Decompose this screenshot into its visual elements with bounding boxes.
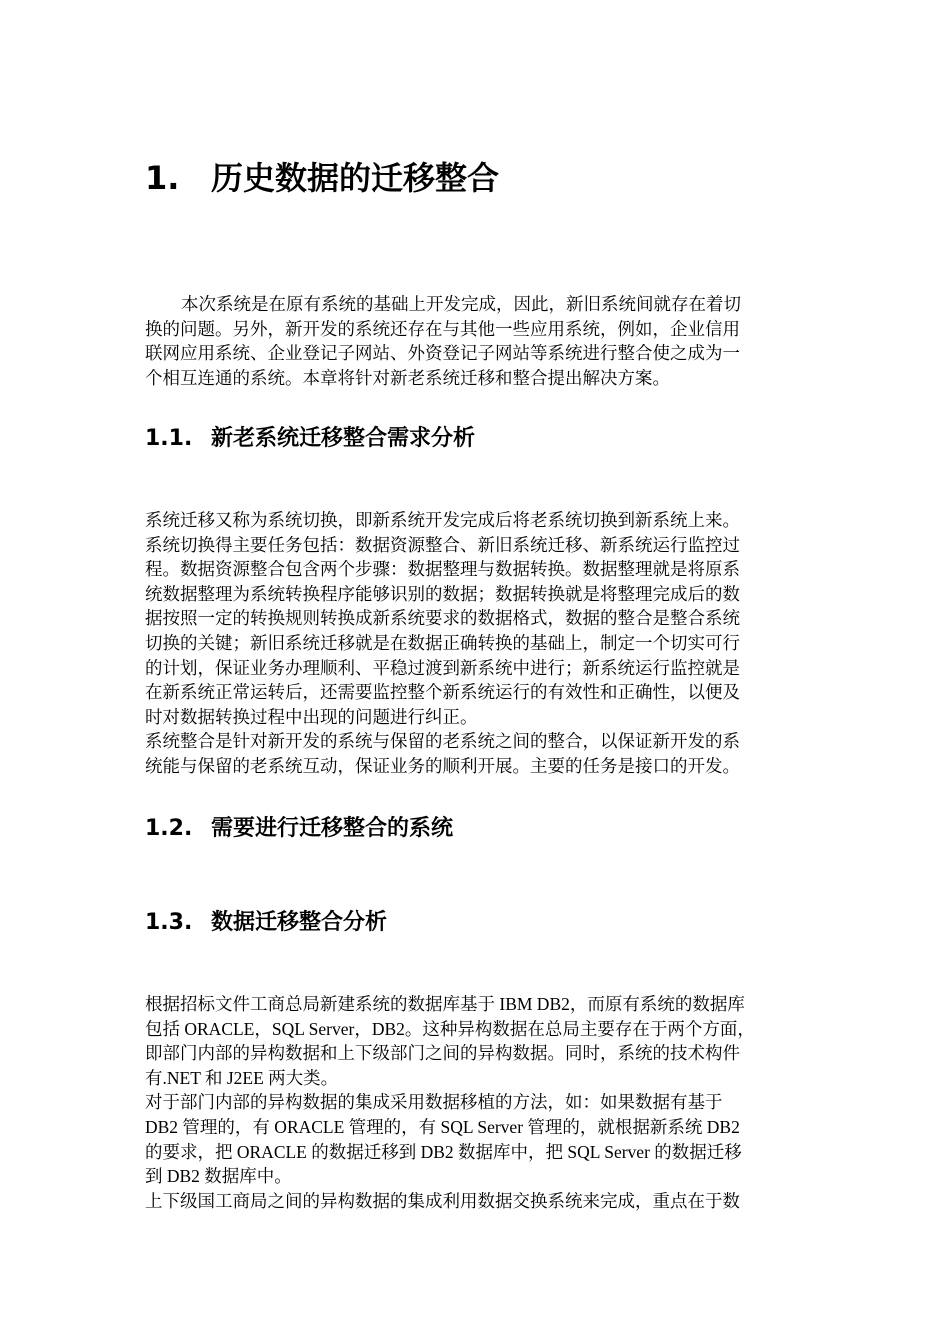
- section-title: 需要进行迁移整合的系统: [211, 816, 454, 841]
- text-line: 在新系统正常运转后，还需要监控整个新系统运行的有效性和正确性，以便及: [145, 682, 740, 703]
- text-line: 本次系统是在原有系统的基础上开发完成，因此，新旧系统间就存在着切: [181, 294, 741, 314]
- text-line: 的要求，把 ORACLE 的数据迁移到 DB2 数据库中，把 SQL Server 的数据迁移: [145, 1141, 742, 1162]
- text-line: 系统迁移又称为系统切换，即新系统开发完成后将老系统切换到新系统上来。: [145, 510, 740, 530]
- text-line: 切换的关键；新旧系统迁移就是在数据正确转换的基础上，制定一个切实可行: [145, 632, 740, 653]
- text-line: 系统整合是针对新开发的系统与保留的老系统之间的整合，以保证新开发的系: [145, 731, 740, 752]
- text-line: 根据招标文件工商总局新建系统的数据库基于 IBM DB2，而原有系统的数据库: [145, 994, 745, 1014]
- section-title: 数据迁移整合分析: [211, 910, 388, 935]
- section-heading-1-2: [145, 814, 453, 844]
- text-line: 的计划，保证业务办理顺利、平稳过渡到新系统中进行；新系统运行监控就是: [145, 657, 740, 678]
- text-line: 对于部门内部的异构数据的集成采用数据移植的方法，如：如果数据有基于: [145, 1092, 723, 1113]
- chapter-heading: [145, 158, 499, 198]
- text-line: 个相互连通的系统。本章将针对新老系统迁移和整合提出解决方案。: [145, 367, 670, 388]
- section-heading-1-1: [145, 424, 475, 454]
- chapter-intro-paragraph: [145, 292, 815, 390]
- text-line: 统能与保留的老系统互动，保证业务的顺利开展。主要的任务是接口的开发。: [145, 755, 740, 776]
- text-line: 包括 ORACLE，SQL Server，DB2。这种异构数据在总局主要存在于两个方面，: [145, 1018, 755, 1039]
- chapter-number: 1.: [145, 159, 180, 197]
- section-title: 新老系统迁移整合需求分析: [211, 426, 476, 451]
- text-line: 据按照一定的转换规则转换成新系统要求的数据格式，数据的整合是整合系统: [145, 608, 740, 629]
- text-line: 即部门内部的异构数据和上下级部门之间的异构数据。同时，系统的技术构件: [145, 1043, 740, 1064]
- text-line: 程。数据资源整合包含两个步骤：数据整理与数据转换。数据整理就是将原系: [145, 559, 740, 580]
- chapter-title: 历史数据的迁移整合: [211, 159, 500, 197]
- section-1-1-body: [145, 508, 815, 779]
- section-1-3-body: [145, 992, 815, 1213]
- section-number: 1.3.: [145, 910, 193, 935]
- text-line: 时对数据转换过程中出现的问题进行纠正。: [145, 706, 478, 727]
- text-line: 有.NET 和 J2EE 两大类。: [145, 1067, 339, 1088]
- text-line: 系统切换得主要任务包括：数据资源整合、新旧系统迁移、新系统运行监控过: [145, 534, 740, 555]
- text-line: 上下级国工商局之间的异构数据的集成利用数据交换系统来完成，重点在于数: [145, 1190, 740, 1211]
- section-number: 1.1.: [145, 426, 193, 451]
- section-number: 1.2.: [145, 816, 193, 841]
- text-line: DB2 管理的，有 ORACLE 管理的，有 SQL Server 管理的，就根据新系统 DB2: [145, 1116, 740, 1137]
- section-heading-1-3: [145, 908, 387, 938]
- text-line: 到 DB2 数据库中。: [145, 1166, 292, 1187]
- text-line: 换的问题。另外，新开发的系统还存在与其他一些应用系统，例如，企业信用: [145, 318, 740, 339]
- text-line: 统数据整理为系统转换程序能够识别的数据；数据转换就是将整理完成后的数: [145, 583, 740, 604]
- text-line: 联网应用系统、企业登记子网站、外资登记子网站等系统进行整合使之成为一: [145, 343, 740, 364]
